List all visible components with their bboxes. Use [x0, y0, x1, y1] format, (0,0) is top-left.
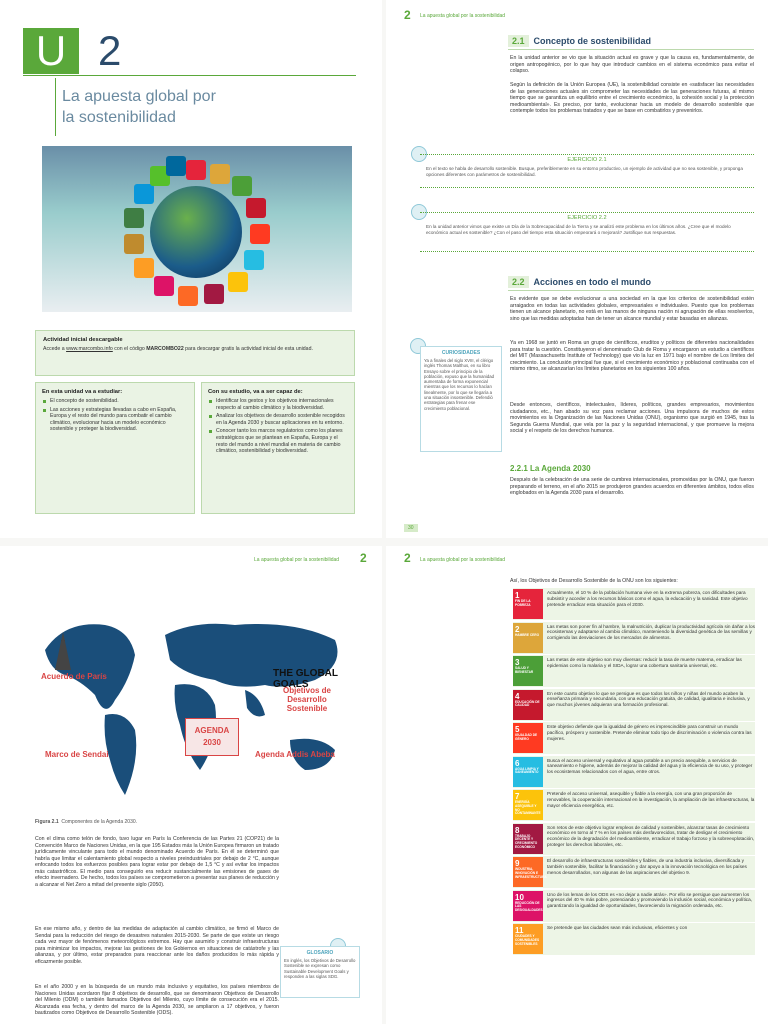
sdg-chip	[134, 184, 154, 204]
paragraph: En el año 2000 y en la búsqueda de un mundo más inclusivo y equitativo, los países miembros de Naciones Unidas acordaron fijar 8 objetivos de desarrollo, que se denominaron Objetivos de Desarrollo del Milenio (ODM) o también llamados Objetivos del Milenio, cuyo límite de consecución era el 2015. Alcanzada esa fecha, y dentro del marco de la Agenda 2030, se ampliaron a 17 objetivos, y fueron bautizados como Objetivos de Desarrollo Sostenible (ODS).	[35, 984, 279, 1016]
sdg-row	[513, 756, 755, 789]
section-heading: 2.1 Concepto de sostenibilidad	[508, 35, 651, 47]
sdg-goal-icon	[513, 891, 543, 921]
sdg-goal-icon	[513, 656, 543, 686]
sdg-description: Actualmente, el 10 % de la población humana vive en la extrema pobreza, con dificultades para subsistir y acceder a los recursos básicos como el agua, la educación y la sanidad. Este objetivo pretende erradicar esta situación para el 2030.	[547, 590, 748, 607]
sdg-goal-icon	[513, 589, 543, 619]
sdg-label: REDUCCIÓN DE LAS DESIGUALDADES	[515, 900, 543, 913]
sdg-number: 9	[515, 859, 520, 868]
sdg-row	[513, 689, 755, 722]
list-item: Las acciones y estrategias llevadas a cabo en España, Europa y el resto del mundo para combatir el cambio climático, evolucionar hacia un modelo económico sostenible y proteger la biodiversidad.	[42, 407, 188, 433]
sdg-number: 2	[515, 624, 520, 634]
sdg-label: HAMBRE CERO	[515, 632, 540, 637]
sdg-row	[513, 789, 755, 822]
map-label: Acuerdo de París	[41, 672, 107, 681]
divider	[508, 49, 754, 50]
sdg-description: Uno de los lemas de los ODS es «no dejar a nadie atrás». Por ello se persigue que aumenten los ingresos del 40 % más pobre, potenciando y promoviendo la inclusión social, económica y política, garantizando la igualdad de oportunidades, favoreciendo la migración ordenada, etc.	[547, 891, 753, 909]
sdg-description: Las metas son poner fin al hambre, la malnutrición, duplicar la productividad agrícola sin dañar a los ecosistemas y adaptarse al cambio climático, manteniendo la diversidad genética de las semillas y corrigiendo las desviaciones de los mercados de alimentos.	[547, 623, 755, 641]
sdg-description: El desarrollo de infraestructuras sostenibles y fiables, de una industria inclusiva, diversificada y también sostenible, facilitar la financiación y dar apoyo a la innovación tecnológica en los países menos desarrollados, son algunas de las aspiraciones del objetivo 9.	[547, 858, 747, 875]
download-link[interactable]: www.marcombo.info	[66, 346, 113, 352]
exercise-box: EJERCICIO 2.1 En el texto se habla de desarrollo sostenible. Busque, preferiblemente en su entorno productivo, un ejemplo de actividad que no sea sostenible, y proponga opciones diferentes con parámetros de sostenibilidad.	[420, 154, 754, 188]
sdg-goal-icon	[513, 924, 543, 954]
sdg-row	[513, 622, 755, 655]
sdg-chip	[210, 164, 230, 184]
capable-box: Con su estudio, va a ser capaz de: Identificar los gestos y los objetivos internacionales respecto al cambio climático y la biodiversidad. Analizar los objetivos de desarrollo sostenible recogidos en la Agenda 2030 y buscar aplicaciones en tu entorno. Conocer tanto los marcos regulatorios como los planes estratégicos que se plantean en España, Europa y el resto del mundo a nivel mundial en materia de cambio climático, sostenibilidad y biodiversidad.	[201, 382, 355, 514]
sdg-chip	[134, 258, 154, 278]
page-section-2-1: 2 La apuesta global por la sostenibilidad 2.1 Concepto de sostenibilidad En la unidad anterior se vio que la situación actual es grave y que la causa es, fundamentalmente, de origen antropogénico, por lo que hay que introducir cambios en el sistema económico para evitar el colapso. Según la definición de la Unión Europea (UE), la sostenibilidad consiste en «satisfacer las necesidades de las generaciones actuales sin comprometer las necesidades de las generaciones futuras, al mismo tiempo que se garantiza un equilibrio entre el crecimiento económico, la cohesión social y la protección medioambiental». Es preciso, por tanto, evolucionar hacia un modelo de desarrollo sostenible que contemple todos los problemas tratados y que se base en combatirlos y prevenirlos. EJERCICIO 2.1 En el texto se habla de desarrollo sostenible. Busque, preferiblemente en su entorno productivo, un ejemplo de actividad que no sea sostenible, y proponga opciones diferentes con parámetros de sostenibilidad. EJERCICIO 2.2 En la unidad anterior vimos que existe un Día de la Sobrecapacidad de la Tierra y se analizó este problema en los últimos años. ¿Cree que el modelo económico actual es sostenible? ¿Con el paso del tiempo esta situación empeorará o mejorará? Justifique sus respuestas. 2.2 Acciones en todo el mundo Es evidente que se debe evolucionar a una sociedad en la que los criterios de sostenibilidad estén arraigados en todas las actividades globales, empresariales e individuales. Puesto que los problemas tienen un alcance planetario, no está en las manos de ninguna nación ni agrupación de ellas resolverlos, sino que las medidas adoptadas han de tener un alcance mundial y estar basadas en alianzas. Ya en 1968 se juntó en Roma un grupo de científicos, eruditos y políticos de diferentes nacionalidades para tratar la cuestión. Constituyeron el denominado Club de Roma y encargaron un estudio a científicos del MIT (Massachusetts Institute of Technology) que vio la luz en 1971 bajo el nombre de Los límites del crecimiento. La conclusión principal fue que, si el crecimiento económico y poblacional continuaba con el mismo ritmo, se alcanzarían los límites planetarios en los siguientes 100 años. Desde entonces, científicos, intelectuales, líderes, políticos, grandes empresarios, movimientos ciudadanos, etc., han abado su voz para reclamar acciones. Una impulsora de muchos de estos movimientos es la Organización de las Naciones Unidas (ONU), organismo que surgió en 1945, tras la Segunda Guerra Mundial, que vela por la paz y la seguridad internacional, y que promueve la mejora social y el respeto de los derechos humanos. CURIOSIDADES Ya a finales del siglo XVIII, el clérigo inglés Thomas Malthus, en su libro Ensayo sobre el principio de la población, expuso que la humanidad aumentaba de forma exponencial mientras que los recursos lo hacían linealmente, por lo que se llegaría a una situación insostenible. Defendió estrategias para frenar ese crecimiento poblacional. 2.2.1 La Agenda 2030 Después de la celebración de una serie de cumbres internacionales, promovidas por la ONU, que fueron preparando el terreno, en el año 2015 se produjeron grandes acuerdos en diferentes ámbitos, todos ellos englobados en la Agenda 2030 para el desarrollo. 30	[386, 0, 768, 538]
sdg-intro: Así, los Objetivos de Desarrollo Sostenible de la ONU son los siguientes:	[510, 578, 678, 584]
sdg-goal-icon	[513, 757, 543, 787]
paragraph: Después de la celebración de una serie de cumbres internacionales, promovidas por la ONU, que fueron preparando el terreno, en el año 2015 se produjeron grandes acuerdos en diferentes ámbitos, todos ellos englobados en la Agenda 2030 para el desarrollo.	[510, 477, 754, 496]
sdg-chip	[124, 234, 144, 254]
sdg-goal-icon	[513, 690, 543, 720]
sdg-number: 7	[515, 792, 520, 801]
sdg-label: ENERGÍA ASEQUIBLE Y NO CONTAMINANTE	[515, 800, 541, 816]
page-number: 30	[404, 524, 418, 532]
sdg-chip	[228, 272, 248, 292]
sdg-label: AGUA LIMPIA Y SANEAMIENTO	[515, 766, 539, 775]
sdg-number: 3	[515, 658, 520, 667]
unit-letter: U	[23, 28, 79, 74]
divider	[23, 75, 356, 76]
sdg-chip	[232, 176, 252, 196]
section-heading: 2.2 Acciones en todo el mundo	[508, 276, 651, 288]
sdg-goal-icon	[513, 824, 543, 854]
sdg-chip	[244, 250, 264, 270]
sdg-chip	[204, 284, 224, 304]
figure-caption: Figura 2.1 Componentes de la Agenda 2030.	[35, 819, 138, 825]
paragraph: En la unidad anterior se vio que la situación actual es grave y que la causa es, fundamentalmente, de origen antropogénico, por lo que hay que introducir cambios en el sistema económico para evitar el colapso.	[510, 55, 754, 74]
sdg-chip	[124, 208, 144, 228]
sdg-number: 1	[515, 591, 520, 600]
paragraph: Según la definición de la Unión Europea (UE), la sostenibilidad consiste en «satisfacer las necesidades de las generaciones actuales sin comprometer las necesidades de las generaciones futuras, al mismo tiempo que se garantiza un equilibrio entre el crecimiento económico, la cohesión social y la protección medioambiental». Es preciso, por tanto, evolucionar hacia un modelo de desarrollo sostenible que contemple todos los problemas tratados y que se base en combatirlos y prevenirlos.	[510, 82, 754, 114]
sdg-description: Las metas de este objetivo son muy diversas: reducir la tasa de muerte materna, erradicar las epidemias como la malaria y el SIDA, lograr una cobertura sanitaria universal, etc.	[547, 657, 742, 668]
paragraph: Ya en 1968 se juntó en Roma un grupo de científicos, eruditos y políticos de diferentes nacionalidades para tratar la cuestión. Constituyeron el denominado Club de Roma y encargaron un estudio a científicos del MIT (Massachusetts Institute of Technology) que vio la luz en 1971 bajo el nombre de Los límites del crecimiento. La conclusión principal fue que, si el crecimiento económico y poblacional continuaba con el mismo ritmo, se alcanzarían los límites planetarios en los siguientes 100 años.	[510, 340, 754, 372]
exercise-box: EJERCICIO 2.2 En la unidad anterior vimos que existe un Día de la Sobrecapacidad de la Tierra y se analizó este problema en los últimos años. ¿Cree que el modelo económico actual es sostenible? ¿Con el paso del tiempo esta situación empeorará o mejorará? Justifique sus respuestas.	[420, 212, 754, 252]
divider	[55, 78, 56, 136]
sdg-chip	[246, 198, 266, 218]
hero-image-sdg-globe	[42, 146, 352, 312]
map-label: Objetivos de Desarrollo Sostenible	[282, 686, 331, 713]
page-sdg-list: 2 La apuesta global por la sostenibilidad Así, los Objetivos de Desarrollo Sostenible de la ONU son los siguientes: 1 FIN DE LA POBREZA Actualmente, el 10 % de la población humana vive en la extrema pobreza, con dificultades para subsistir y acceder a los recursos básicos como el agua, la educación y la sanidad. Este objetivo pretende erradicar esta situación para el 2030. 2 HAMBRE CERO Las metas son poner fin al hambre, la malnutrición, duplicar la productividad agrícola sin dañar a los ecosistemas y adaptarse al cambio climático, manteniendo la diversidad genética de las semillas y corrigiendo las desviaciones de los mercados de alimentos. 3 SALUD Y BIENESTAR Las metas de este objetivo son muy diversas: reducir la tasa de muerte materna, erradicar las epidemias como la malaria y el SIDA, lograr una cobertura sanitaria universal, etc. 4 EDUCACIÓN DE CALIDAD En este cuarto objetivo lo que se persigue es que todos los niños y niñas del mundo acaben la enseñanza primaria y secundaria, con una educación gratuita, de calidad, igualitaria e inclusiva, y que muchos jóvenes adquieran una formación profesional. 5 IGUALDAD DE GÉNERO Este objetivo defiende que la igualdad de género es imprescindible para construir un mundo pacífico, próspero y sostenible. Pretende eliminar todo tipo de discriminación o violencia contra las mujeres. 6 AGUA LIMPIA Y SANEAMIENTO Busca el acceso universal y equitativo al agua potable a un precio asequible, a servicios de saneamiento e higiene, además de mejorar la calidad del agua y la eficiencia de su uso, y proteger los ecosistemas relacionados con el agua, entre otros. 7 ENERGÍA ASEQUIBLE Y NO CONTAMINANTE Pretende el acceso universal, asequible y fiable a la energía, con una gran proporción de renovables, la cooperación internacional en la investigación, la ampliación de las infraestructuras, la mayor eficiencia energética, etc. 8 TRABAJO DECENTE Y CRECIMIENTO ECONÓMICO Son retos de este objetivo lograr empleos de calidad y sostenibles, alcanzar tasas de crecimiento económico en torno al 7 % en los países más desfavorecidos, tratar de desligar el crecimiento económico de la degradación del medioambiente, erradicar el trabajo forzoso y la sobreexplotación, proteger los derechos laborales, etc. 9 INDUSTRIA, INNOVACIÓN E INFRAESTRUCTURA El desarrollo de infraestructuras sostenibles y fiables, de una industria inclusiva, diversificada y también sostenible, facilitar la financiación y dar apoyo a la innovación tecnológica en los países menos desarrollados, son algunas de las aspiraciones del objetivo 9. 10 REDUCCIÓN DE LAS DESIGUALDADES Uno de los lemas de los ODS es «no dejar a nadie atrás». Por ello se persigue que aumenten los ingresos del 40 % más pobre, potenciando y promoviendo la inclusión social, económica y política, garantizando la igualdad de oportunidades, favoreciendo la migración ordenada, etc. 11 CIUDADES Y COMUNIDADES SOSTENIBLES Se pretende que las ciudades sean más inclusivas, eficientes y con	[386, 546, 768, 1024]
subsection-title: 2.2.1 La Agenda 2030	[510, 464, 591, 473]
sdg-chip	[154, 276, 174, 296]
sdg-number: 11	[515, 926, 524, 935]
sdg-goal-icon	[513, 857, 547, 887]
unit-number: 2	[98, 27, 122, 74]
sdg-description: Este objetivo defiende que la igualdad de género es imprescindible para construir un mundo pacífico, próspero y sostenible. Pretende eliminar todo tipo de discriminación o violencia contra las mujeres.	[547, 724, 752, 741]
sdg-number: 6	[515, 758, 520, 768]
sdg-chip	[250, 224, 270, 244]
glosario-box: GLOSARIO En inglés, los Objetivos de Desarrollo Sostenible se expresan como Sustainable Development Goals y responden a las siglas SDG.	[280, 946, 360, 998]
page-agenda-2030: La apuesta global por la sostenibilidad 2 THE GLOBAL GOALS Acuerdo de París Objetivos de Desarrollo Sostenible AGENDA 2030 Marco de Sendai Agenda Addis Abeba Figura 2.1 Componentes de la Agenda 2030. Con el clima como telón de fondo, tuvo lugar en París la Conferencia de las Partes 21 (COP21) de la Convención Marco de Naciones Unidas, en la que 195 Estados más la Unión Europea firmaron un tratado jurídicamente vinculante para todo el mundo denominado Acuerdo de París. En él se determinó que habría que limitar el calentamiento global respecto a niveles preindustriales por debajo de 2 °C, aunque enfocando todos los esfuerzos posibles para lograr estar por debajo de 1,5 °C y así evitar los impactos más catastróficos. El medio para conseguirlo era reducir sustancialmente las emisiones de gases de efecto invernadero. De hecho, todos los países se comprometieron a presentar sus planes de reducción y a alcanzar el Net Zero a mitad del presente siglo (2050). En ese mismo año, y dentro de las medidas de adaptación al cambio climático, se firmó el Marco de Sendai para la reducción del riesgo de desastres naturales 2015-2030. Se parte de que existe un riesgo cada vez mayor de fenómenos meteorológicos extremos. Hay que asumirlo y construir infraestructuras para minimizar los impactos, mejorar las gestiones de los Gobiernos en situaciones de catástrofe y las alianzas, y por último, estar preparados para reaccionar ante los daños producidos lo más rápida y eficazmente posible. En el año 2000 y en la búsqueda de un mundo más inclusivo y equitativo, los países miembros de Naciones Unidas acordaron fijar 8 objetivos de desarrollo, que se denominaron Objetivos de Desarrollo del Milenio (ODM) o también llamados Objetivos del Milenio, cuyo límite de consecución era el 2015. Alcanzada esa fecha, y dentro del marco de la Agenda 2030, se ampliaron a 17 objetivos, y fueron bautizados como Objetivos de Desarrollo Sostenible (ODS). GLOSARIO En inglés, los Objetivos de Desarrollo Sostenible se expresan como Sustainable Development Goals y responden a las siglas SDG.	[0, 546, 382, 1024]
sdg-label: SALUD Y BIENESTAR	[515, 666, 534, 674]
sdg-description: Son retos de este objetivo lograr empleos de calidad y sostenibles, alcanzar tasas de crecimiento económico en torno al 7 % en los países más desfavorecidos, tratar de desligar el crecimiento económico de la degradación del medioambiente, erradicar el trabajo forzoso y la sobreexplotación, proteger los derechos laborales, etc.	[547, 824, 755, 847]
figure-world-map	[35, 580, 355, 812]
sdg-chip	[166, 156, 186, 176]
list-item: Conocer tanto los marcos regulatorios como los planes estratégicos que se plantean en España, Europa y el resto del mundo a nivel mundial en materia de cambio climático, sostenibilidad y biodiversidad.	[208, 428, 348, 454]
sdg-description: Busca el acceso universal y equitativo al agua potable a un precio asequible, a servicios de saneamiento e higiene, además de mejorar la calidad del agua y la eficiencia de su uso, y proteger los ecosistemas relacionados con el agua, entre otros.	[547, 757, 753, 775]
list-item: Analizar los objetivos de desarrollo sostenible recogidos en la Agenda 2030 y buscar aplicaciones en tu entorno.	[208, 413, 348, 426]
study-box: En esta unidad va a estudiar: El concepto de sostenibilidad. Las acciones y estrategias llevadas a cabo en España, Europa y el resto del mundo para combatir el cambio climático, evolucionar hacia un modelo económico sostenible y proteger la biodiversidad.	[35, 382, 195, 514]
paragraph: Es evidente que se debe evolucionar a una sociedad en la que los criterios de sostenibilidad estén arraigados en todas las actividades globales, empresariales e individuales. Puesto que los problemas tienen un alcance planetario, no está en las manos de ninguna nación ni agrupación de ellas resolverlos, sino que las medidas adoptadas han de tener un alcance mundial y estar basadas en alianzas.	[510, 296, 754, 322]
sdg-description: En este cuarto objetivo lo que se persigue es que todos los niños y niñas del mundo acaben la enseñanza primaria y secundaria, con una educación gratuita, de calidad, igualitaria e inclusiva, y que muchos jóvenes adquieran una formación profesional.	[547, 690, 750, 708]
sdg-number: 5	[515, 725, 520, 734]
sdg-number: 10	[515, 892, 524, 902]
map-label: Marco de Sendai	[45, 750, 109, 759]
paragraph: En ese mismo año, y dentro de las medidas de adaptación al cambio climático, se firmó el Marco de Sendai para la reducción del riesgo de desastres naturales 2015-2030. Se parte de que existe un riesgo cada vez mayor de fenómenos meteorológicos extremos. Hay que asumirlo y construir infraestructuras para minimizar los impactos, mejorar las gestiones de los Gobiernos en situaciones de catástrofe y las alianzas, y por último, estar preparados para reaccionar ante los daños producidos lo más rápida y eficazmente posible.	[35, 926, 279, 965]
sdg-row	[513, 722, 755, 755]
map-label: Agenda Addis Abeba	[255, 750, 335, 759]
agenda-2030-badge: AGENDA 2030	[185, 718, 239, 756]
sdg-number: 4	[515, 691, 520, 701]
sdg-row	[513, 890, 755, 923]
sdg-label: EDUCACIÓN DE CALIDAD	[515, 699, 540, 708]
paragraph: Con el clima como telón de fondo, tuvo lugar en París la Conferencia de las Partes 21 (COP21) de la Convención Marco de Naciones Unidas, en la que 195 Estados más la Unión Europea firmaron un tratado jurídicamente vinculante para todo el mundo denominado Acuerdo de París. En él se determinó que habría que limitar el calentamiento global respecto a niveles preindustriales por debajo de 2 °C, aunque enfocando todos los esfuerzos posibles para lograr estar por debajo de 1,5 °C y así evitar los impactos más catastróficos. El medio para conseguirlo era reducir sustancialmente las emisiones de gases de efecto invernadero. De hecho, todos los países se comprometieron a presentar sus planes de reducción y a alcanzar el Net Zero a mitad del presente siglo (2050).	[35, 836, 279, 888]
sdg-chip	[178, 286, 198, 306]
paragraph: Desde entonces, científicos, intelectuales, líderes, políticos, grandes empresarios, movimientos ciudadanos, etc., han abado su voz para reclamar acciones. Una impulsora de muchos de estos movimientos es la Organización de las Naciones Unidas (ONU), organismo que surgió en 1945, tras la Segunda Guerra Mundial, que vela por la paz y la seguridad internacional, y que promueve la mejora social y el respeto de los derechos humanos.	[510, 402, 754, 434]
sdg-description: Se pretende que las ciudades sean más inclusivas, eficientes y con	[547, 925, 688, 930]
sdg-number: 8	[515, 825, 520, 835]
sdg-row	[513, 823, 755, 856]
activity-box: Actividad inicial descargable Accede a www.marcombo.info con el código MARCOMBO22 para descargar gratis la actividad inicial de esta unidad.	[35, 330, 355, 376]
global-goals-logo: THE GLOBAL GOALS	[273, 668, 338, 690]
list-item: Identificar los gestos y los objetivos internacionales respecto al cambio climático y la biodiversidad.	[208, 398, 348, 411]
sdg-row	[513, 588, 755, 621]
page-unit-opener	[0, 0, 382, 538]
sdg-description: Pretende el acceso universal, asequible y fiable a la energía, con una gran proporción de renovables, la cooperación internacional en la investigación, la ampliación de las infraestructuras, la mayor eficiencia energética, etc.	[547, 791, 755, 808]
sdg-goal-icon	[513, 790, 543, 820]
sdg-chip	[186, 160, 206, 180]
sdg-label: TRABAJO DECENTE Y CRECIMIENTO ECONÓMICO	[515, 833, 538, 849]
curiosidades-box: CURIOSIDADES Ya a finales del siglo XVIII, el clérigo inglés Thomas Malthus, en su libro Ensayo sobre el principio de la población, expuso que la humanidad aumentaba de forma exponencial mientras que los recursos lo hacían linealmente, por lo que se llegaría a una situación insostenible. Defendió estrategias para frenar ese crecimiento poblacional.	[420, 346, 502, 452]
sdg-goal-icon	[513, 623, 543, 653]
divider	[508, 290, 754, 291]
globe-icon	[150, 186, 242, 278]
sdg-row	[513, 923, 755, 956]
sdg-label: IGUALDAD DE GÉNERO	[515, 733, 538, 741]
sdg-row	[513, 856, 755, 889]
sdg-label: CIUDADES Y COMUNIDADES SOSTENIBLES	[515, 934, 540, 946]
list-item: El concepto de sostenibilidad.	[42, 398, 188, 405]
sdg-goal-icon	[513, 723, 543, 753]
sdg-row	[513, 655, 755, 688]
sdg-label: FIN DE LA POBREZA	[515, 599, 531, 607]
unit-title: La apuesta global por la sostenibilidad	[62, 88, 216, 126]
sdg-label: INDUSTRIA, INNOVACIÓN E INFRAESTRUCTURA	[515, 867, 547, 879]
